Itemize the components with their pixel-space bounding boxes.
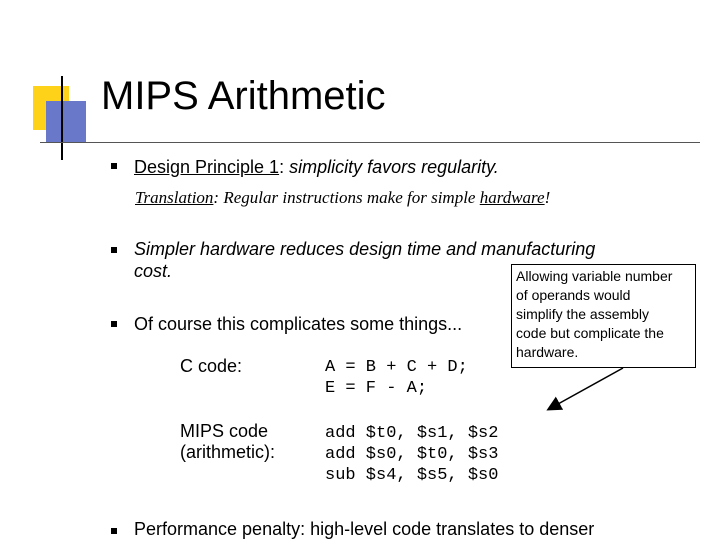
- bullet-performance-penalty: Performance penalty: high-level code translates to denser: [134, 519, 595, 539]
- design-principle-label: Design Principle 1: [134, 157, 280, 177]
- title-divider: [40, 142, 700, 143]
- mips-code-label-2: (arithmetic):: [180, 442, 276, 462]
- translation-emphasis: hardware: [479, 188, 545, 207]
- mips-code-label-1: MIPS code: [180, 421, 269, 441]
- translation-text: : Regular instructions make for simple: [213, 188, 480, 207]
- design-principle-sep: :: [279, 157, 290, 177]
- c-code-line-2: E = F - A;: [325, 379, 428, 398]
- mips-code-line-3: sub $s4, $s5, $s0: [325, 466, 499, 485]
- bullet-simpler-hardware-line2: cost.: [134, 261, 173, 281]
- callout-note-line: of operands would: [516, 287, 631, 303]
- bullet-marker: [111, 163, 117, 169]
- mips-code-line-1: add $t0, $s1, $s2: [325, 424, 499, 443]
- translation-line: [135, 188, 550, 208]
- callout-note-line: code but complicate the: [516, 325, 664, 341]
- design-principle-text: simplicity favors regularity.: [289, 157, 499, 177]
- slide-title: MIPS Arithmetic: [101, 74, 386, 118]
- callout-note-line: hardware.: [516, 344, 579, 360]
- translation-label: Translation: [135, 188, 214, 207]
- bullet-marker: [111, 528, 117, 534]
- decor-blue-square: [46, 101, 86, 143]
- bullet-simpler-hardware-line1: Simpler hardware reduces design time and manufacturing: [134, 239, 596, 259]
- mips-code-line-2: add $s0, $t0, $s3: [325, 445, 499, 464]
- callout-note-line: Allowing variable number: [516, 268, 673, 284]
- bullet-design-principle: [134, 156, 499, 178]
- bullet-complicates: Of course this complicates some things...: [134, 314, 463, 334]
- callout-note-line: simplify the assembly: [516, 306, 650, 322]
- callout-note: [511, 264, 696, 368]
- decor-vertical-line: [61, 76, 63, 160]
- translation-end: !: [544, 188, 551, 207]
- c-code-line-1: A = B + C + D;: [325, 358, 468, 377]
- bullet-marker: [111, 247, 117, 253]
- bullet-marker: [111, 321, 117, 327]
- c-code-label: C code:: [180, 356, 243, 376]
